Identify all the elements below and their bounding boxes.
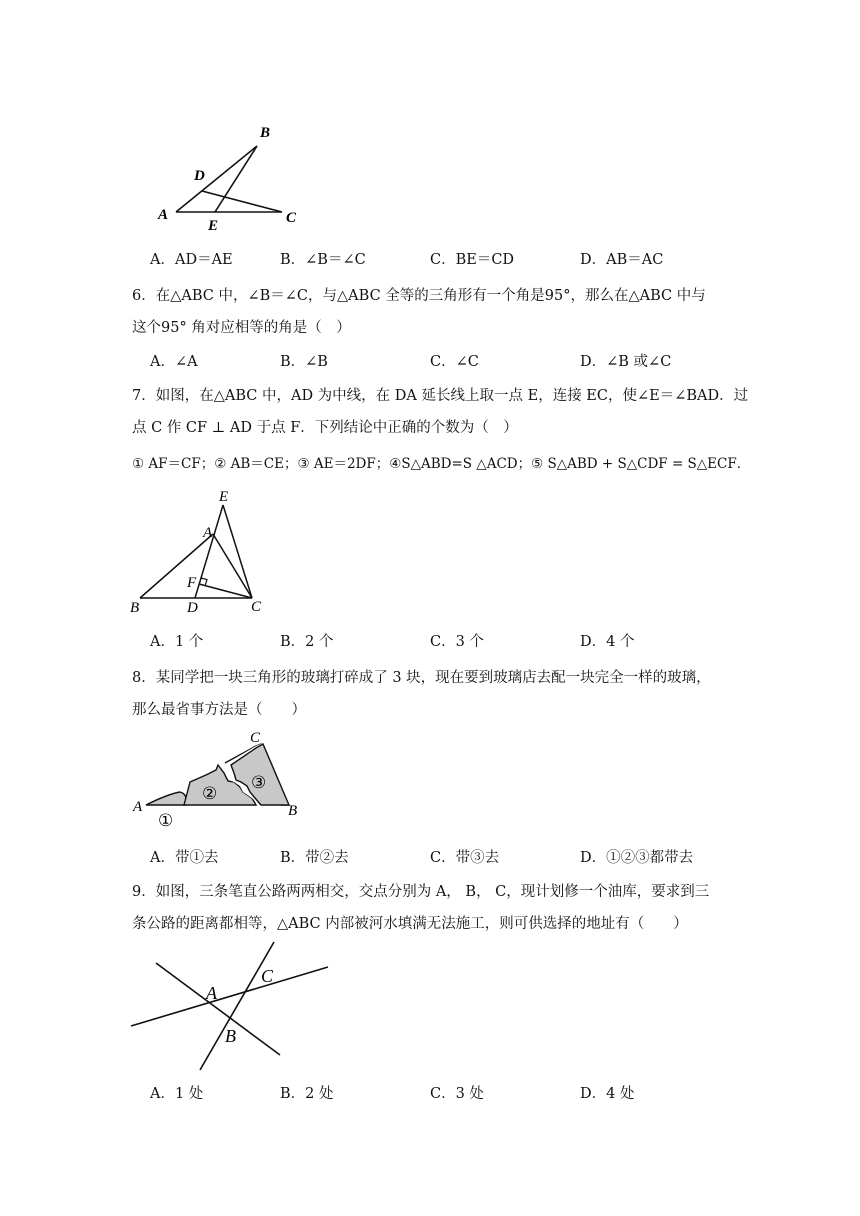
q9-option-c[interactable]: C．3 处 (430, 1086, 484, 1102)
q9-option-d[interactable]: D．4 处 (580, 1086, 635, 1102)
q8-label-piece-2: ② (202, 784, 218, 803)
q6-option-d[interactable]: D．∠B 或∠C (580, 354, 672, 370)
q9-label-c: C (261, 966, 274, 986)
q7-label-c: C (251, 599, 262, 615)
q5-option-d[interactable]: D．AB＝AC (580, 252, 664, 268)
q7-stem-line1: 7．如图，在△ABC 中，AD 为中线，在 DA 延长线上取一点 E，连接 EC，使∠E＝∠BAD．过 (132, 388, 749, 404)
q7-option-a[interactable]: A．1 个 (150, 634, 204, 650)
q7-label-a: A (203, 525, 213, 541)
q8-option-c[interactable]: C．带③去 (430, 850, 500, 866)
q9-stem-line1: 9．如图，三条笔直公路两两相交，交点分别为 A， B， C，现计划修一个油库，要求到三 (132, 884, 710, 900)
q9-figure (128, 935, 338, 1075)
q5-option-b[interactable]: B．∠B＝∠C (280, 252, 366, 268)
q8-option-a[interactable]: A．带①去 (150, 850, 219, 866)
q9-label-a: A (206, 983, 217, 1003)
q5-label-d: D (194, 168, 205, 184)
q6-option-a[interactable]: A．∠A (150, 354, 198, 370)
q5-figure (150, 118, 340, 238)
q7-label-d: D (187, 600, 198, 616)
q5-option-a[interactable]: A．AD＝AE (150, 252, 233, 268)
q9-road-3 (200, 942, 274, 1070)
q8-label-b: B (288, 803, 298, 819)
q8-option-b[interactable]: B．带②去 (280, 850, 349, 866)
q9-option-b[interactable]: B．2 处 (280, 1086, 334, 1102)
q7-segment-ac (213, 534, 252, 598)
q5-label-a: A (158, 207, 169, 223)
q6-option-b[interactable]: B．∠B (280, 354, 328, 370)
q8-stem-line1: 8．某同学把一块三角形的玻璃打碎成了 3 块，现在要到玻璃店去配一块完全一样的玻璃， (132, 670, 711, 686)
q7-label-e: E (219, 490, 229, 505)
q7-statements: ① AF＝CF；② AB＝CE；③ AE＝2DF；④S△ABD=S △ACD；⑤ S△ABD + S△CDF = S△ECF． (132, 456, 751, 472)
q9-option-a[interactable]: A．1 处 (150, 1086, 204, 1102)
q7-option-d[interactable]: D．4 个 (580, 634, 635, 650)
q7-stem-line2: 点 C 作 CF ⊥ AD 于点 F．下列结论中正确的个数为（ ） (132, 420, 518, 436)
q8-stem-line2: 那么最省事方法是（ ） (132, 702, 306, 718)
q8-label-c: C (250, 730, 261, 746)
q7-option-c[interactable]: C．3 个 (430, 634, 484, 650)
q6-option-c[interactable]: C．∠C (430, 354, 479, 370)
q8-piece-1 (146, 792, 186, 805)
q7-figure (125, 490, 275, 620)
q7-segment-ec (223, 505, 252, 598)
q5-option-c[interactable]: C．BE＝CD (430, 252, 515, 268)
q9-label-b: B (225, 1026, 236, 1046)
q6-stem-line1: 6．在△ABC 中，∠B＝∠C，与△ABC 全等的三角形有一个角是95°，那么在△ABC 中与 (132, 288, 706, 304)
q8-figure (128, 728, 318, 833)
q7-option-b[interactable]: B．2 个 (280, 634, 334, 650)
q5-label-c: C (286, 210, 297, 226)
q7-segment-ba (140, 534, 213, 598)
q8-label-piece-3: ③ (251, 773, 267, 792)
q5-segment-eb (215, 146, 257, 212)
q8-label-a: A (133, 799, 143, 815)
q7-label-b: B (130, 600, 140, 616)
q8-label-piece-1: ① (158, 811, 174, 830)
q5-label-b: B (260, 125, 271, 141)
q5-label-e: E (208, 218, 219, 234)
q9-stem-line2: 条公路的距离都相等，△ABC 内部被河水填满无法施工，则可供选择的地址有（ ） (132, 916, 688, 932)
q7-label-f: F (187, 575, 197, 591)
q5-segment-dc (202, 191, 282, 212)
q8-option-d[interactable]: D．①②③都带去 (580, 850, 694, 866)
q6-stem-line2: 这个95° 角对应相等的角是（ ） (132, 320, 351, 336)
